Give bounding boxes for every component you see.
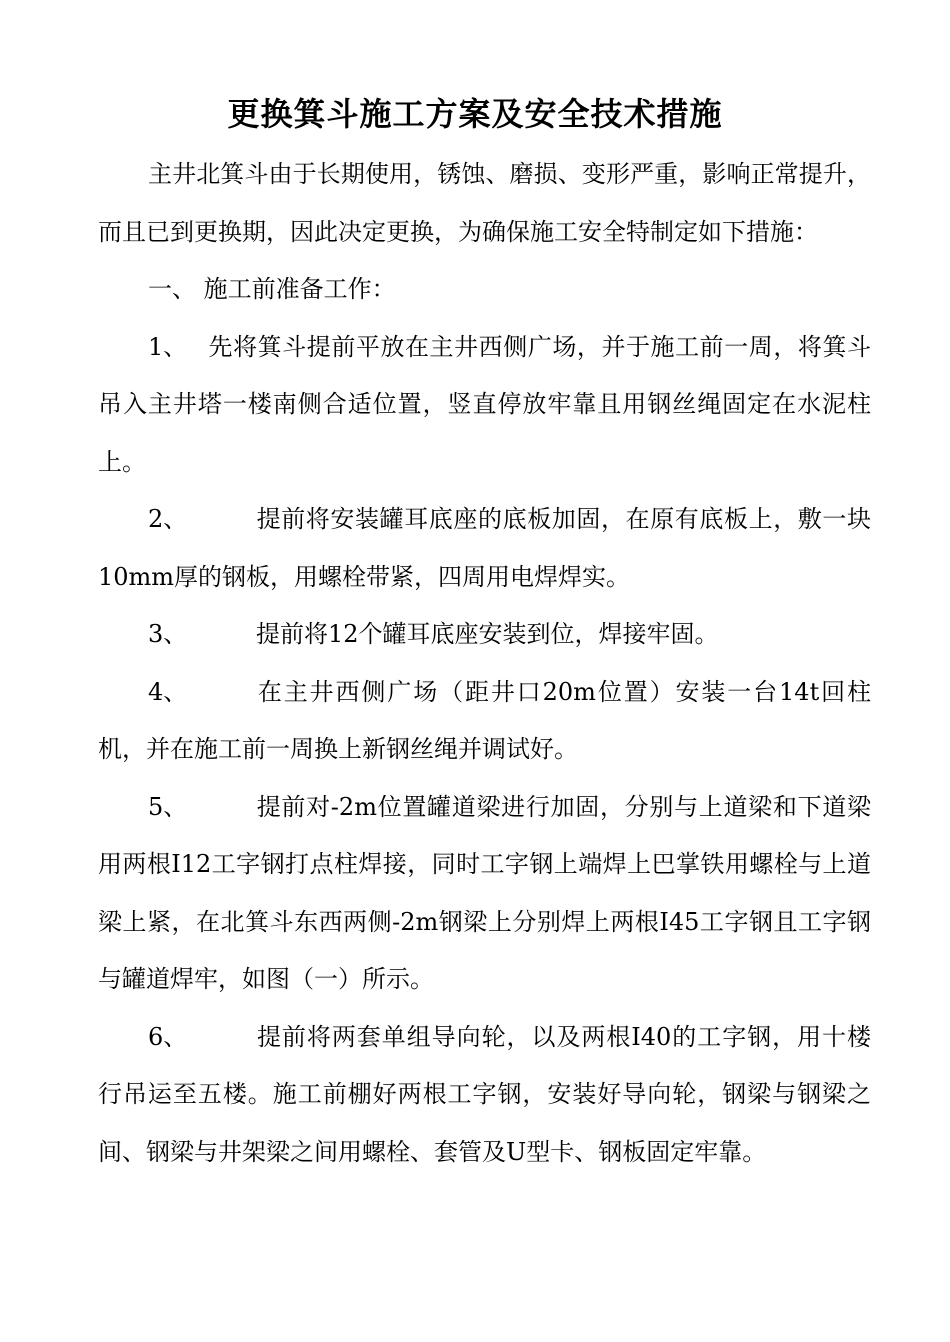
item-number: 5、 — [148, 792, 188, 821]
list-item — [98, 491, 871, 606]
item-number: 4、 — [148, 677, 188, 706]
item-text: 提前对-2m位置罐道梁进行加固，分别与上道梁和下道梁用两根I12工字钢打点柱焊接，同时工字钢上端焊上巴掌铁用螺栓与上道梁上紧，在北箕斗东西两侧-2m钢梁上分别焊上两根I45工字钢且工字钢与罐道焊牢，如图（一）所示。 — [98, 792, 871, 993]
item-text: 提前将两套单组导向轮，以及两根I40的工字钢，用十楼行吊运至五楼。施工前棚好两根工字钢，安装好导向轮，钢梁与钢梁之间、钢梁与井架梁之间用螺栓、套管及U型卡、钢板固定牢靠。 — [98, 1022, 871, 1166]
document-body — [98, 146, 871, 1181]
item-text: 在主井西侧广场（距井口20m位置）安装一台14t回柱机，并在施工前一周换上新钢丝绳并调试好。 — [98, 677, 871, 763]
item-number: 6、 — [148, 1022, 188, 1051]
item-number: 3、 — [148, 620, 188, 648]
list-item — [98, 319, 871, 492]
list-item — [98, 779, 871, 1009]
list-item — [98, 606, 871, 664]
list-item — [98, 1009, 871, 1182]
document-title: 更换箕斗施工方案及安全技术措施 — [227, 95, 723, 133]
list-item — [98, 664, 871, 779]
section-heading: 一、 施工前准备工作： — [148, 275, 396, 303]
item-number: 1、 — [148, 332, 188, 361]
intro-paragraph: 主井北箕斗由于长期使用，锈蚀、磨损、变形严重，影响正常提升，而且已到更换期，因此决定更换，为确保施工安全特制定如下措施： — [98, 160, 871, 246]
item-number: 2、 — [148, 505, 188, 533]
item-text: 先将箕斗提前平放在主井西侧广场，并于施工前一周，将箕斗吊入主井塔一楼南侧合适位置，竖直停放牢靠且用钢丝绳固定在水泥柱上。 — [98, 332, 871, 476]
item-text: 提前将12个罐耳底座安装到位，焊接牢固。 — [256, 620, 719, 648]
item-text: 提前将安装罐耳底座的底板加固，在原有底板上，敷一块10mm厚的钢板，用螺栓带紧，四周用电焊焊实。 — [98, 505, 871, 591]
